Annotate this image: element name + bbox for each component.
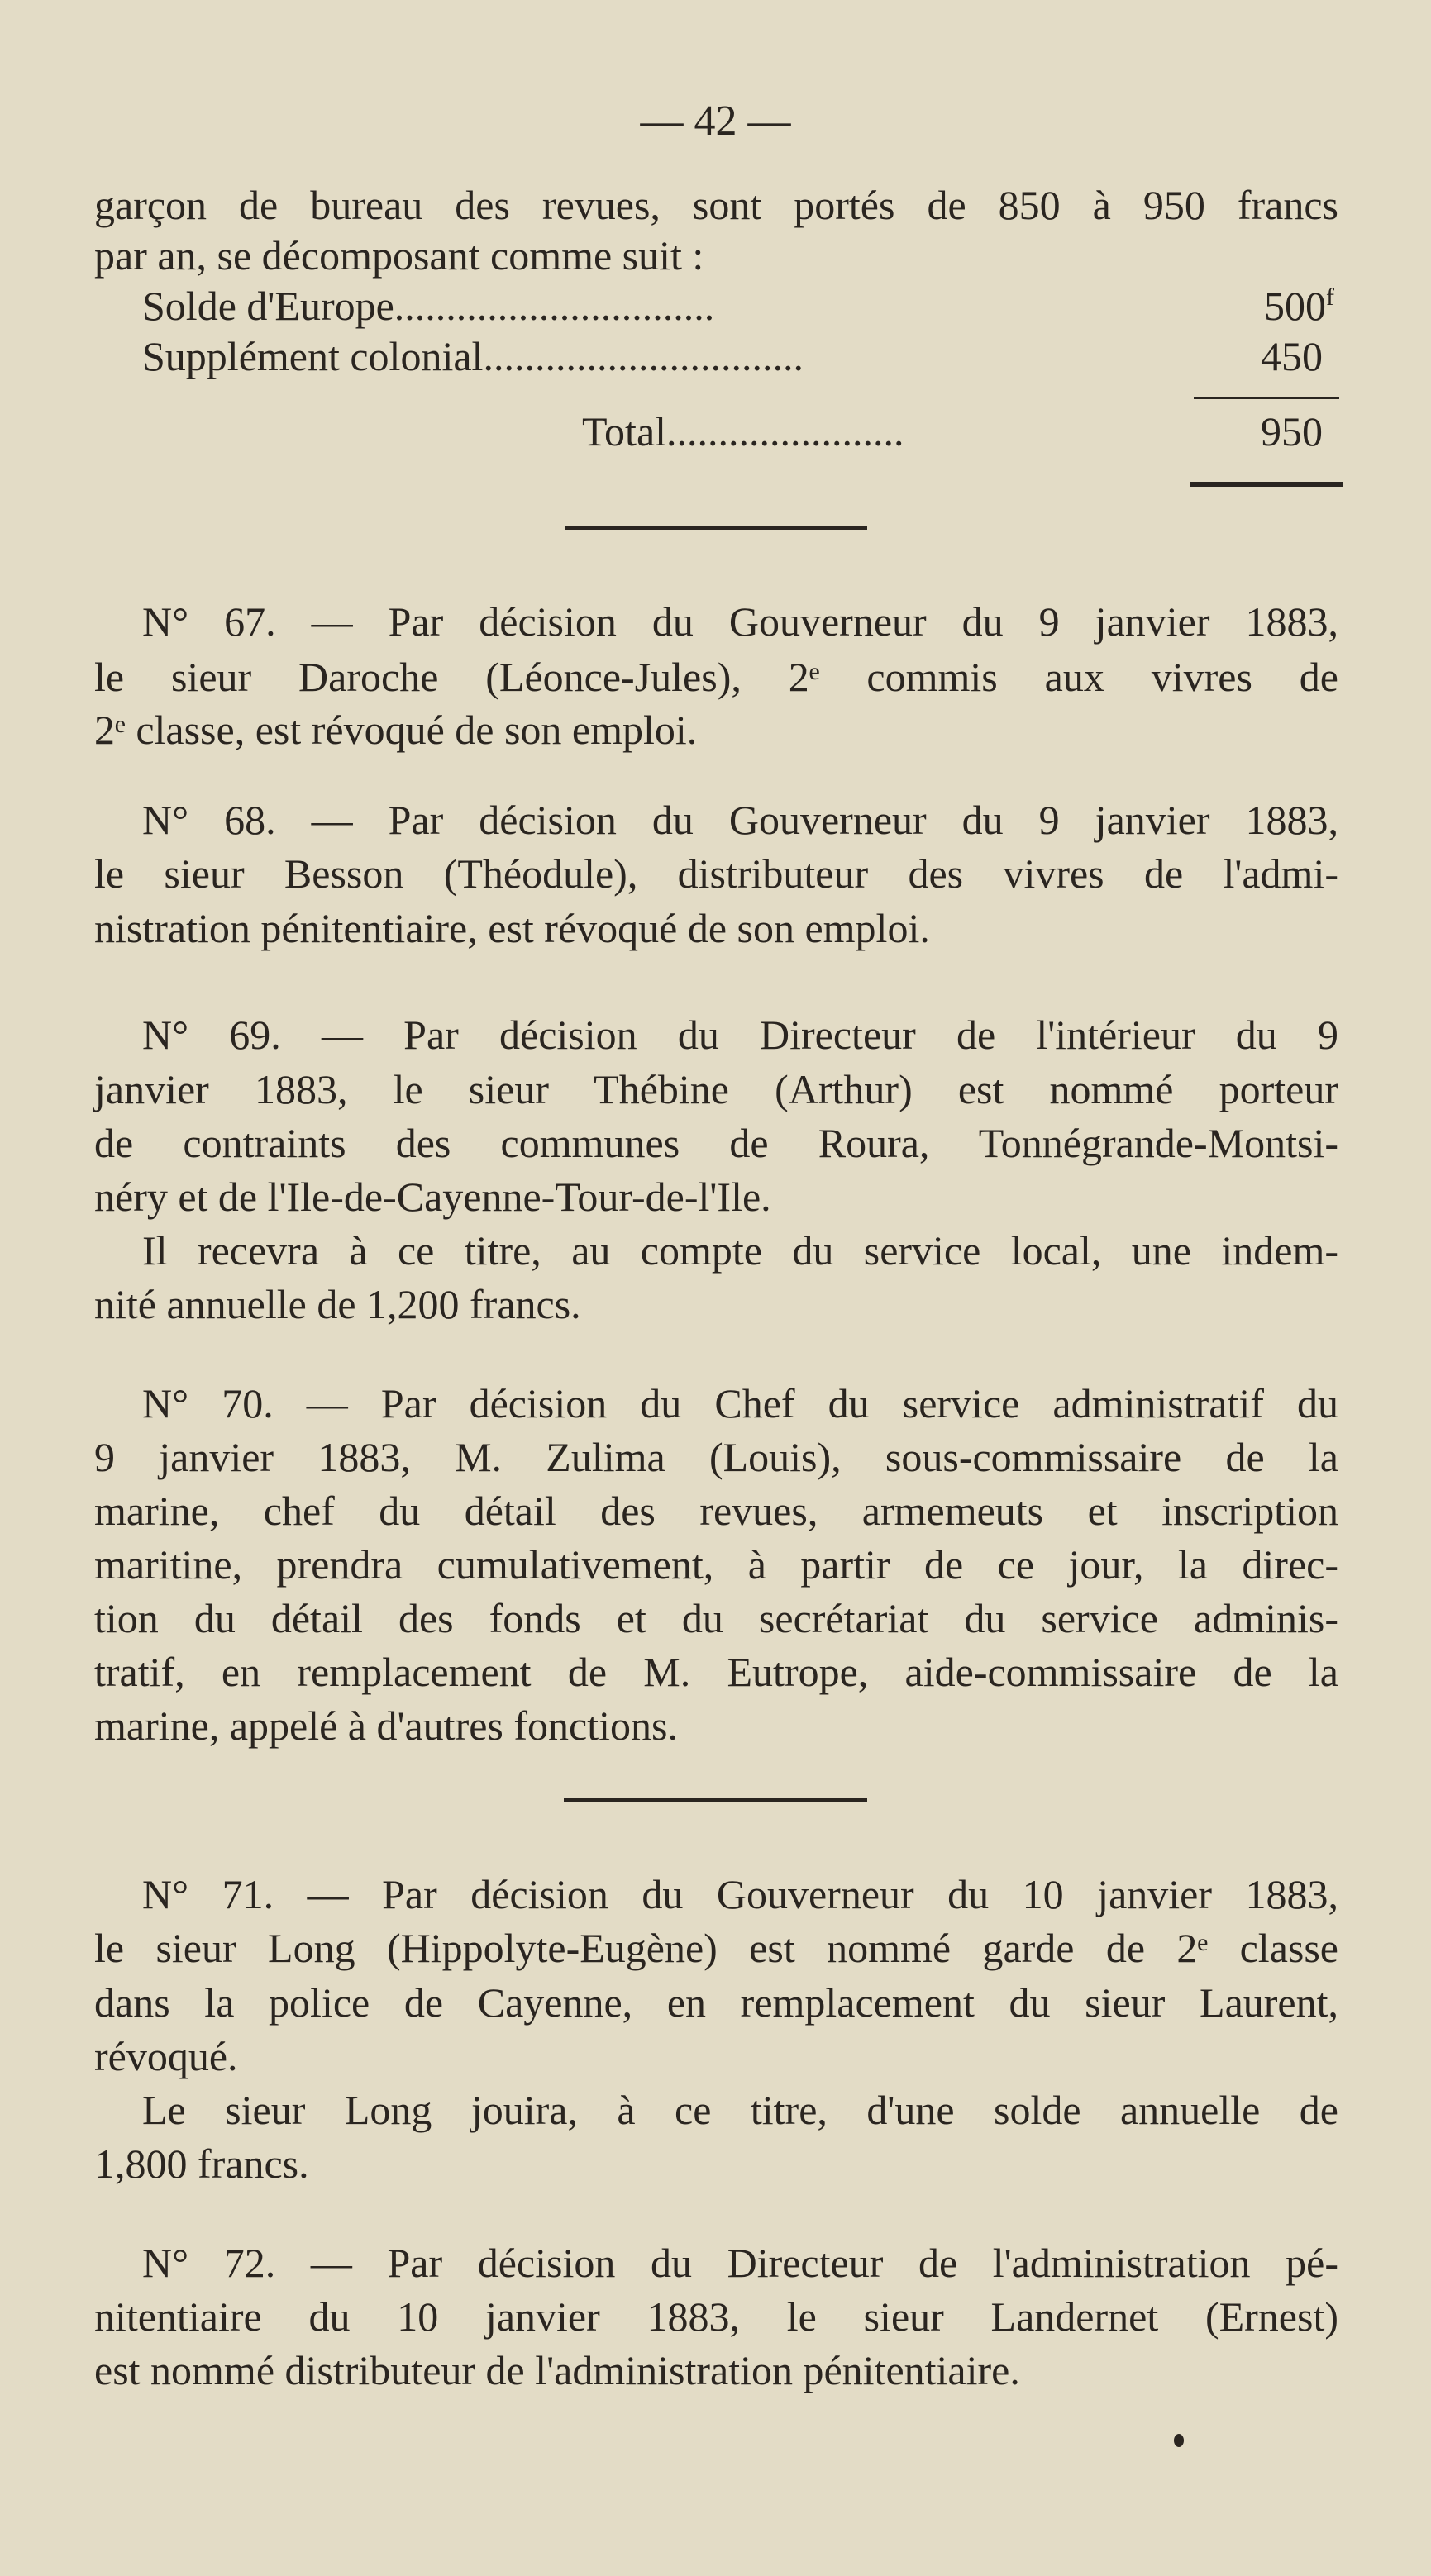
ledger-row-1-value: 500 — [1264, 283, 1326, 329]
decision-71-line-2: le sieur Long (Hippolyte-Eugène) est nommé garde de 2ᵉ classe — [94, 1925, 1338, 1971]
decision-71-line-6: 1,800 francs. — [94, 2140, 309, 2187]
decision-69-line-5: Il recevra à ce titre, au compte du service local, une indem- — [142, 1227, 1338, 1274]
decision-70-line-1: N° 70. — Par décision du Chef du service administratif du — [142, 1380, 1338, 1426]
ledger-row-2-value: 450 — [1261, 333, 1323, 379]
ledger-row-1-label: Solde d'Europe — [142, 283, 394, 329]
ledger-row-1-leader: ............................... — [394, 283, 715, 329]
page-number: — 42 — — [640, 98, 791, 145]
ink-speck — [1174, 2434, 1184, 2447]
section-separator-2 — [564, 1798, 867, 1802]
decision-72-line-1: N° 72. — Par décision du Directeur de l'administration pé- — [142, 2240, 1338, 2286]
intro-line-2: par an, se décomposant comme suit : — [94, 232, 704, 279]
ledger-row-2-label: Supplément colonial — [142, 333, 484, 379]
decision-68-line-3: nistration pénitentiaire, est révoqué de son emploi. — [94, 905, 930, 951]
decision-70-line-2: 9 janvier 1883, M. Zulima (Louis), sous-commissaire de la — [94, 1434, 1338, 1480]
decision-68-line-2: le sieur Besson (Théodule), distributeur des vivres de l'admi- — [94, 850, 1338, 897]
ledger-total — [582, 407, 904, 456]
decision-69-line-3: de contraints des communes de Roura, Tonnégrande-Montsi- — [94, 1120, 1338, 1166]
decision-67-line-1: N° 67. — Par décision du Gouverneur du 9 janvier 1883, — [142, 598, 1338, 645]
decision-68-line-1: N° 68. — Par décision du Gouverneur du 9 janvier 1883, — [142, 797, 1338, 843]
decision-69-line-2: janvier 1883, le sieur Thébine (Arthur) est nommé porteur — [94, 1066, 1338, 1112]
decision-67-line-3: 2ᵉ classe, est révoqué de son emploi. — [94, 707, 698, 753]
ledger-total-leader: ....................... — [666, 408, 904, 455]
total-double-rule — [1190, 482, 1343, 487]
decision-70-line-5: tion du détail des fonds et du secrétariat du service adminis- — [94, 1595, 1338, 1641]
section-separator-1 — [565, 526, 867, 530]
decision-70-line-6: tratif, en remplacement de M. Eutrope, aide-commissaire de la — [94, 1649, 1338, 1695]
decision-71-line-5: Le sieur Long jouira, à ce titre, d'une solde annuelle de — [142, 2087, 1338, 2133]
decision-70-line-7: marine, appelé à d'autres fonctions. — [94, 1702, 678, 1749]
ledger-row-1-unit: f — [1326, 283, 1334, 311]
ledger-row-2 — [142, 331, 804, 381]
ledger-row-1 — [142, 281, 714, 331]
sum-rule — [1194, 397, 1339, 399]
decision-69-line-4: néry et de l'Ile-de-Cayenne-Tour-de-l'Ile. — [94, 1174, 771, 1220]
decision-70-line-4: maritine, prendra cumulativement, à partir de ce jour, la direc- — [94, 1541, 1338, 1588]
intro-line-1: garçon de bureau des revues, sont portés de 850 à 950 francs — [94, 182, 1338, 228]
decision-69-line-1: N° 69. — Par décision du Directeur de l'intérieur du 9 — [142, 1012, 1338, 1058]
decision-71-line-4: révoqué. — [94, 2033, 238, 2079]
decision-72-line-2: nitentiaire du 10 janvier 1883, le sieur Landernet (Ernest) — [94, 2293, 1338, 2340]
decision-71-line-3: dans la police de Cayenne, en remplacement du sieur Laurent, — [94, 1979, 1338, 2026]
decision-71-line-1: N° 71. — Par décision du Gouverneur du 10 janvier 1883, — [142, 1871, 1338, 1917]
ledger-row-2-leader: ............................... — [483, 333, 804, 379]
ledger-total-value: 950 — [1261, 408, 1323, 455]
decision-67-line-2: le sieur Daroche (Léonce-Jules), 2ᵉ commis aux vivres de — [94, 654, 1338, 700]
ledger-total-label: Total — [582, 408, 667, 455]
decision-72-line-3: est nommé distributeur de l'administration pénitentiaire. — [94, 2347, 1020, 2393]
ledger-row-1-amount — [1169, 281, 1334, 331]
decision-69-line-6: nité annuelle de 1,200 francs. — [94, 1281, 581, 1327]
decision-70-line-3: marine, chef du détail des revues, armemeuts et inscription — [94, 1488, 1338, 1534]
